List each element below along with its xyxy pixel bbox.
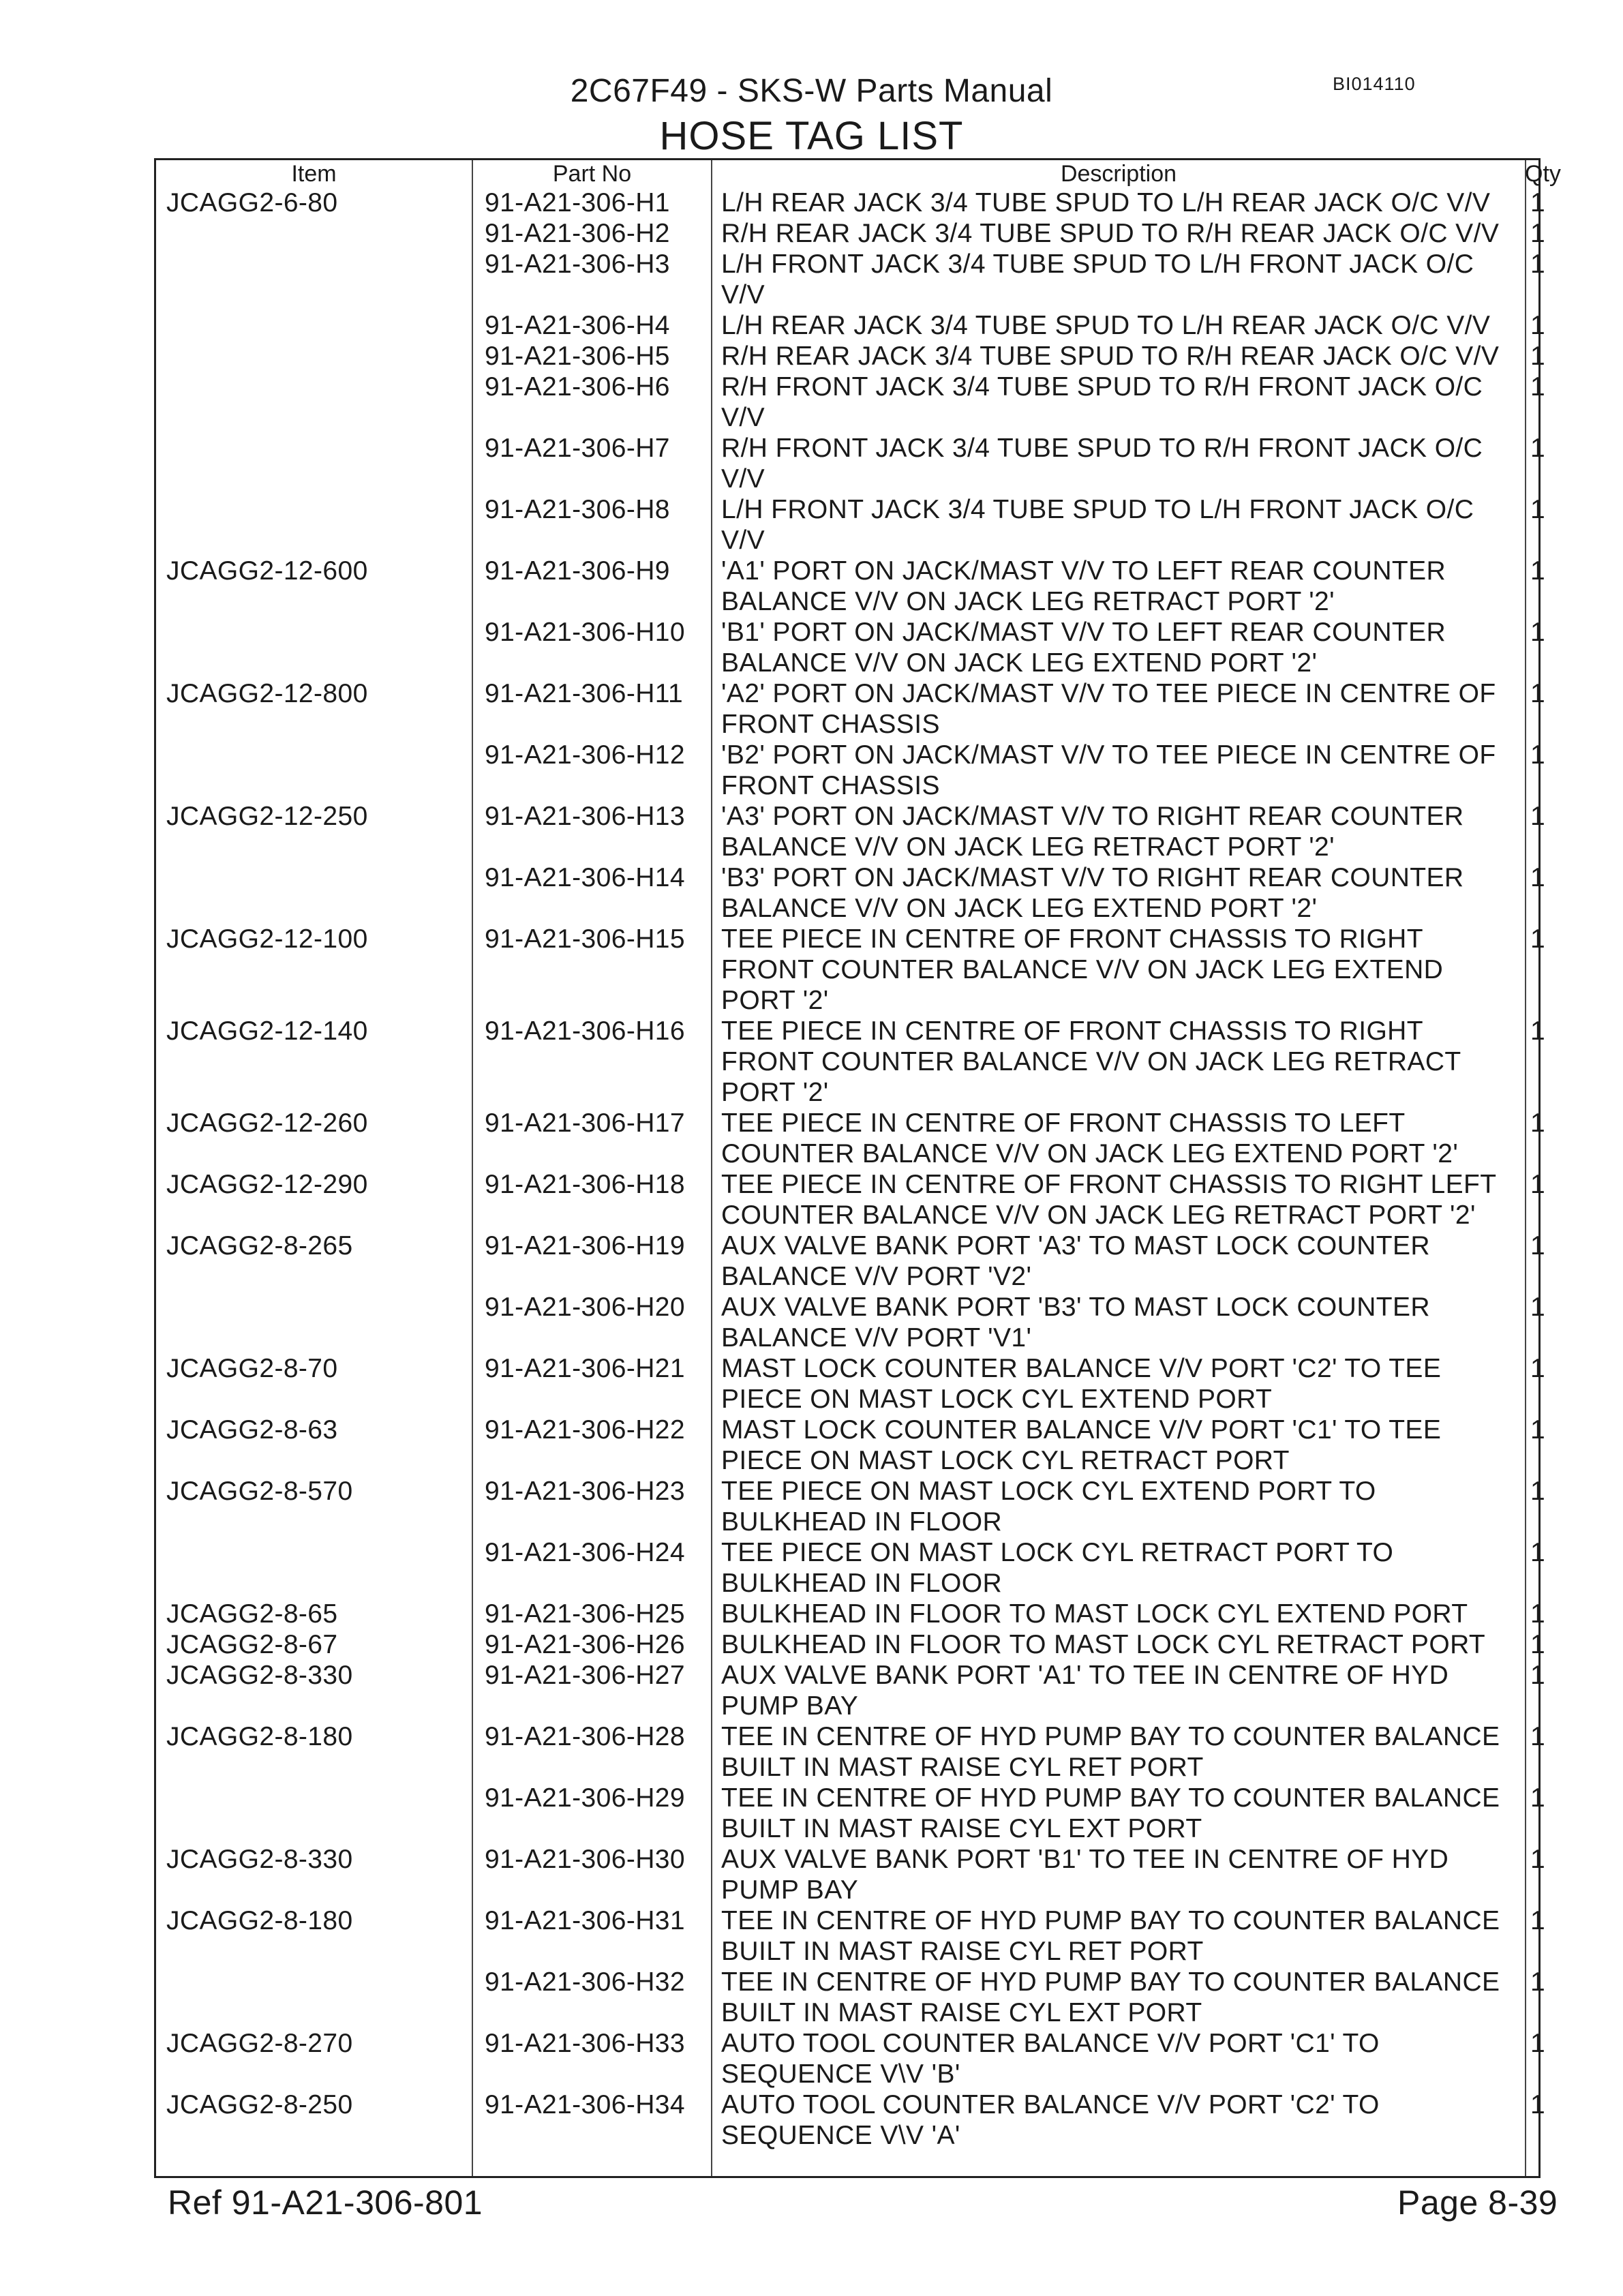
- part-number-cell: 91-A21-306-H10: [485, 618, 685, 647]
- item-cell: JCAGG2-8-65: [166, 1599, 338, 1629]
- part-number-cell: 91-A21-306-H13: [485, 802, 685, 831]
- part-number-cell: 91-A21-306-H18: [485, 1170, 685, 1199]
- item-cell: JCAGG2-6-80: [166, 188, 338, 217]
- description-cell: TEE PIECE IN CENTRE OF FRONT CHASSIS TO RIGHT LEFT COUNTER BALANCE V/V ON JACK LEG RETRACT PORT '2': [721, 1170, 1496, 1230]
- item-cell: JCAGG2-8-180: [166, 1722, 353, 1751]
- description-cell: TEE IN CENTRE OF HYD PUMP BAY TO COUNTER BALANCE BUILT IN MAST RAISE CYL EXT PORT: [721, 1967, 1500, 2027]
- item-cell: JCAGG2-8-570: [166, 1477, 353, 1506]
- manual-title: 2C67F49 - SKS-W Parts Manual: [570, 73, 1053, 109]
- table-row: [156, 218, 1546, 249]
- quantity-cell: 1: [1530, 311, 1546, 340]
- description-cell: BULKHEAD IN FLOOR TO MAST LOCK CYL EXTEND PORT: [721, 1599, 1468, 1629]
- part-number-cell: 91-A21-306-H14: [485, 863, 685, 892]
- quantity-cell: 1: [1530, 679, 1546, 708]
- quantity-cell: 1: [1530, 372, 1546, 402]
- part-number-cell: 91-A21-306-H1: [485, 188, 670, 217]
- table-row: [156, 1844, 1546, 1905]
- quantity-cell: 1: [1530, 1354, 1546, 1383]
- column-header-part-no: Part No: [552, 161, 632, 187]
- table-row: [156, 924, 1546, 1016]
- part-number-cell: 91-A21-306-H2: [485, 219, 670, 248]
- column-header-description: Description: [1060, 161, 1177, 187]
- description-cell: R/H REAR JACK 3/4 TUBE SPUD TO R/H REAR JACK O/C V/V: [721, 342, 1500, 371]
- description-cell: TEE IN CENTRE OF HYD PUMP BAY TO COUNTER BALANCE BUILT IN MAST RAISE CYL RET PORT: [721, 1906, 1500, 1966]
- part-number-cell: 91-A21-306-H16: [485, 1016, 685, 1046]
- table-row: [156, 1599, 1546, 1629]
- table-row: [156, 617, 1546, 678]
- quantity-cell: 1: [1530, 1599, 1546, 1629]
- description-cell: AUTO TOOL COUNTER BALANCE V/V PORT 'C1' TO SEQUENCE V\V 'B': [721, 2029, 1380, 2089]
- item-cell: JCAGG2-12-260: [166, 1108, 368, 1138]
- item-cell: JCAGG2-8-67: [166, 1630, 338, 1659]
- table-row: [156, 1905, 1546, 1967]
- part-number-cell: 91-A21-306-H15: [485, 924, 685, 954]
- quantity-cell: 1: [1530, 556, 1546, 586]
- part-number-cell: 91-A21-306-H34: [485, 2090, 685, 2119]
- item-cell: JCAGG2-12-600: [166, 556, 368, 586]
- part-number-cell: 91-A21-306-H17: [485, 1108, 685, 1138]
- item-cell: JCAGG2-8-265: [166, 1231, 353, 1260]
- description-cell: L/H REAR JACK 3/4 TUBE SPUD TO L/H REAR JACK O/C V/V: [721, 188, 1491, 217]
- part-number-cell: 91-A21-306-H4: [485, 311, 670, 340]
- table-row: [156, 1660, 1546, 1721]
- table-row: [156, 1629, 1546, 1660]
- description-cell: AUTO TOOL COUNTER BALANCE V/V PORT 'C2' TO SEQUENCE V\V 'A': [721, 2090, 1380, 2150]
- table-row: [156, 1169, 1546, 1230]
- quantity-cell: 1: [1530, 618, 1546, 647]
- quantity-cell: 1: [1530, 250, 1546, 279]
- description-cell: AUX VALVE BANK PORT 'A1' TO TEE IN CENTRE OF HYD PUMP BAY: [721, 1661, 1449, 1721]
- quantity-cell: 1: [1530, 1538, 1546, 1567]
- part-number-cell: 91-A21-306-H22: [485, 1415, 685, 1445]
- quantity-cell: 1: [1530, 1170, 1546, 1199]
- description-cell: TEE PIECE IN CENTRE OF FRONT CHASSIS TO LEFT COUNTER BALANCE V/V ON JACK LEG EXTEND PORT '2': [721, 1108, 1459, 1168]
- table-row: [156, 249, 1546, 310]
- description-cell: MAST LOCK COUNTER BALANCE V/V PORT 'C1' TO TEE PIECE ON MAST LOCK CYL RETRACT PORT: [721, 1415, 1442, 1475]
- item-cell: JCAGG2-12-290: [166, 1170, 368, 1199]
- quantity-cell: 1: [1530, 1477, 1546, 1506]
- table-row: [156, 2028, 1546, 2089]
- description-cell: TEE IN CENTRE OF HYD PUMP BAY TO COUNTER BALANCE BUILT IN MAST RAISE CYL RET PORT: [721, 1722, 1500, 1782]
- description-cell: R/H FRONT JACK 3/4 TUBE SPUD TO R/H FRONT JACK O/C V/V: [721, 372, 1483, 432]
- table-row: [156, 1537, 1546, 1599]
- table-row: [156, 556, 1546, 617]
- part-number-cell: 91-A21-306-H8: [485, 495, 670, 524]
- item-cell: JCAGG2-12-100: [166, 924, 368, 954]
- reference-number: Ref 91-A21-306-801: [168, 2184, 483, 2222]
- description-cell: 'B3' PORT ON JACK/MAST V/V TO RIGHT REAR COUNTER BALANCE V/V ON JACK LEG EXTEND PORT '2': [721, 863, 1464, 923]
- column-header-item: Item: [291, 161, 337, 187]
- quantity-cell: 1: [1530, 219, 1546, 248]
- table-row: [156, 2089, 1546, 2151]
- quantity-cell: 1: [1530, 1630, 1546, 1659]
- quantity-cell: 1: [1530, 2090, 1546, 2119]
- table-row: [156, 740, 1546, 801]
- quantity-cell: 1: [1530, 924, 1546, 954]
- item-cell: JCAGG2-12-250: [166, 802, 368, 831]
- item-cell: JCAGG2-12-800: [166, 679, 368, 708]
- description-cell: AUX VALVE BANK PORT 'B3' TO MAST LOCK COUNTER BALANCE V/V PORT 'V1': [721, 1293, 1430, 1353]
- part-number-cell: 91-A21-306-H25: [485, 1599, 685, 1629]
- hose-tag-table: [154, 158, 1561, 2178]
- description-cell: TEE PIECE IN CENTRE OF FRONT CHASSIS TO RIGHT FRONT COUNTER BALANCE V/V ON JACK LEG EXTEND PORT '2': [721, 924, 1444, 1015]
- table-row: [156, 1721, 1546, 1783]
- quantity-cell: 1: [1530, 802, 1546, 831]
- item-cell: JCAGG2-8-70: [166, 1354, 338, 1383]
- description-cell: TEE PIECE ON MAST LOCK CYL EXTEND PORT TO BULKHEAD IN FLOOR: [721, 1477, 1376, 1537]
- quantity-cell: 1: [1530, 1783, 1546, 1813]
- table-row: [156, 341, 1546, 372]
- item-cell: JCAGG2-8-270: [166, 2029, 353, 2058]
- part-number-cell: 91-A21-306-H11: [485, 679, 684, 708]
- quantity-cell: 1: [1530, 1722, 1546, 1751]
- description-cell: AUX VALVE BANK PORT 'A3' TO MAST LOCK COUNTER BALANCE V/V PORT 'V2': [721, 1231, 1430, 1291]
- table-row: [156, 494, 1546, 556]
- description-cell: TEE PIECE ON MAST LOCK CYL RETRACT PORT TO BULKHEAD IN FLOOR: [721, 1538, 1394, 1598]
- table-row: [156, 678, 1546, 740]
- description-cell: 'B2' PORT ON JACK/MAST V/V TO TEE PIECE IN CENTRE OF FRONT CHASSIS: [721, 740, 1496, 800]
- column-header-qty: Qty: [1525, 161, 1561, 187]
- quantity-cell: 1: [1530, 2029, 1546, 2058]
- part-number-cell: 91-A21-306-H19: [485, 1231, 685, 1260]
- quantity-cell: 1: [1530, 1906, 1546, 1935]
- table-row: [156, 1016, 1546, 1108]
- part-number-cell: 91-A21-306-H24: [485, 1538, 685, 1567]
- quantity-cell: 1: [1530, 188, 1546, 217]
- part-number-cell: 91-A21-306-H12: [485, 740, 685, 770]
- item-cell: JCAGG2-8-330: [166, 1845, 353, 1874]
- page-number: Page 8-39: [1397, 2184, 1558, 2222]
- quantity-cell: 1: [1530, 495, 1546, 524]
- part-number-cell: 91-A21-306-H3: [485, 250, 670, 279]
- quantity-cell: 1: [1530, 1293, 1546, 1322]
- item-cell: JCAGG2-8-250: [166, 2090, 353, 2119]
- part-number-cell: 91-A21-306-H30: [485, 1845, 685, 1874]
- table-row: [156, 187, 1546, 218]
- page-title: HOSE TAG LIST: [659, 114, 964, 158]
- table-row: [156, 801, 1546, 862]
- table-row: [156, 862, 1546, 924]
- item-cell: JCAGG2-8-180: [166, 1906, 353, 1935]
- table-row: [156, 310, 1546, 341]
- quantity-cell: 1: [1530, 1231, 1546, 1260]
- description-cell: 'B1' PORT ON JACK/MAST V/V TO LEFT REAR COUNTER BALANCE V/V ON JACK LEG EXTEND PORT '2': [721, 618, 1446, 678]
- item-cell: JCAGG2-12-140: [166, 1016, 368, 1046]
- document-code: BI014110: [1333, 74, 1416, 94]
- part-number-cell: 91-A21-306-H28: [485, 1722, 685, 1751]
- table-row: [156, 1108, 1546, 1169]
- quantity-cell: 1: [1530, 1415, 1546, 1445]
- table-row: [156, 1476, 1546, 1537]
- part-number-cell: 91-A21-306-H9: [485, 556, 670, 586]
- part-number-cell: 91-A21-306-H26: [485, 1630, 685, 1659]
- quantity-cell: 1: [1530, 434, 1546, 463]
- part-number-cell: 91-A21-306-H29: [485, 1783, 685, 1813]
- part-number-cell: 91-A21-306-H20: [485, 1293, 685, 1322]
- description-cell: TEE PIECE IN CENTRE OF FRONT CHASSIS TO RIGHT FRONT COUNTER BALANCE V/V ON JACK LEG RETRACT PORT '2': [721, 1016, 1461, 1107]
- table-row: [156, 1230, 1546, 1292]
- part-number-cell: 91-A21-306-H33: [485, 2029, 685, 2058]
- quantity-cell: 1: [1530, 1108, 1546, 1138]
- description-cell: L/H REAR JACK 3/4 TUBE SPUD TO L/H REAR JACK O/C V/V: [721, 311, 1491, 340]
- part-number-cell: 91-A21-306-H27: [485, 1661, 685, 1690]
- part-number-cell: 91-A21-306-H6: [485, 372, 670, 402]
- table-row: [156, 1967, 1546, 2028]
- part-number-cell: 91-A21-306-H5: [485, 342, 670, 371]
- quantity-cell: 1: [1530, 1016, 1546, 1046]
- description-cell: BULKHEAD IN FLOOR TO MAST LOCK CYL RETRACT PORT: [721, 1630, 1486, 1659]
- quantity-cell: 1: [1530, 1967, 1546, 1997]
- description-cell: L/H FRONT JACK 3/4 TUBE SPUD TO L/H FRONT JACK O/C V/V: [721, 250, 1474, 309]
- description-cell: 'A1' PORT ON JACK/MAST V/V TO LEFT REAR COUNTER BALANCE V/V ON JACK LEG RETRACT PORT '2': [721, 556, 1446, 616]
- quantity-cell: 1: [1530, 863, 1546, 892]
- description-cell: 'A2' PORT ON JACK/MAST V/V TO TEE PIECE IN CENTRE OF FRONT CHASSIS: [721, 679, 1496, 739]
- table-row: [156, 372, 1546, 433]
- table-row: [156, 433, 1546, 494]
- quantity-cell: 1: [1530, 1845, 1546, 1874]
- part-number-cell: 91-A21-306-H23: [485, 1477, 685, 1506]
- description-cell: L/H FRONT JACK 3/4 TUBE SPUD TO L/H FRONT JACK O/C V/V: [721, 495, 1474, 555]
- quantity-cell: 1: [1530, 1661, 1546, 1690]
- part-number-cell: 91-A21-306-H32: [485, 1967, 685, 1997]
- table-row: [156, 1292, 1546, 1353]
- table-row: [156, 1783, 1546, 1844]
- quantity-cell: 1: [1530, 740, 1546, 770]
- description-cell: TEE IN CENTRE OF HYD PUMP BAY TO COUNTER BALANCE BUILT IN MAST RAISE CYL EXT PORT: [721, 1783, 1500, 1843]
- description-cell: AUX VALVE BANK PORT 'B1' TO TEE IN CENTRE OF HYD PUMP BAY: [721, 1845, 1449, 1905]
- table-body: [156, 187, 1546, 2151]
- table-row: [156, 1353, 1546, 1415]
- description-cell: MAST LOCK COUNTER BALANCE V/V PORT 'C2' TO TEE PIECE ON MAST LOCK CYL EXTEND PORT: [721, 1354, 1442, 1414]
- part-number-cell: 91-A21-306-H7: [485, 434, 670, 463]
- part-number-cell: 91-A21-306-H21: [485, 1354, 685, 1383]
- part-number-cell: 91-A21-306-H31: [485, 1906, 685, 1935]
- item-cell: JCAGG2-8-63: [166, 1415, 338, 1445]
- item-cell: JCAGG2-8-330: [166, 1661, 353, 1690]
- description-cell: 'A3' PORT ON JACK/MAST V/V TO RIGHT REAR COUNTER BALANCE V/V ON JACK LEG RETRACT PORT '2': [721, 802, 1464, 862]
- table-row: [156, 1415, 1546, 1476]
- quantity-cell: 1: [1530, 342, 1546, 371]
- description-cell: R/H FRONT JACK 3/4 TUBE SPUD TO R/H FRONT JACK O/C V/V: [721, 434, 1483, 494]
- description-cell: R/H REAR JACK 3/4 TUBE SPUD TO R/H REAR JACK O/C V/V: [721, 219, 1500, 248]
